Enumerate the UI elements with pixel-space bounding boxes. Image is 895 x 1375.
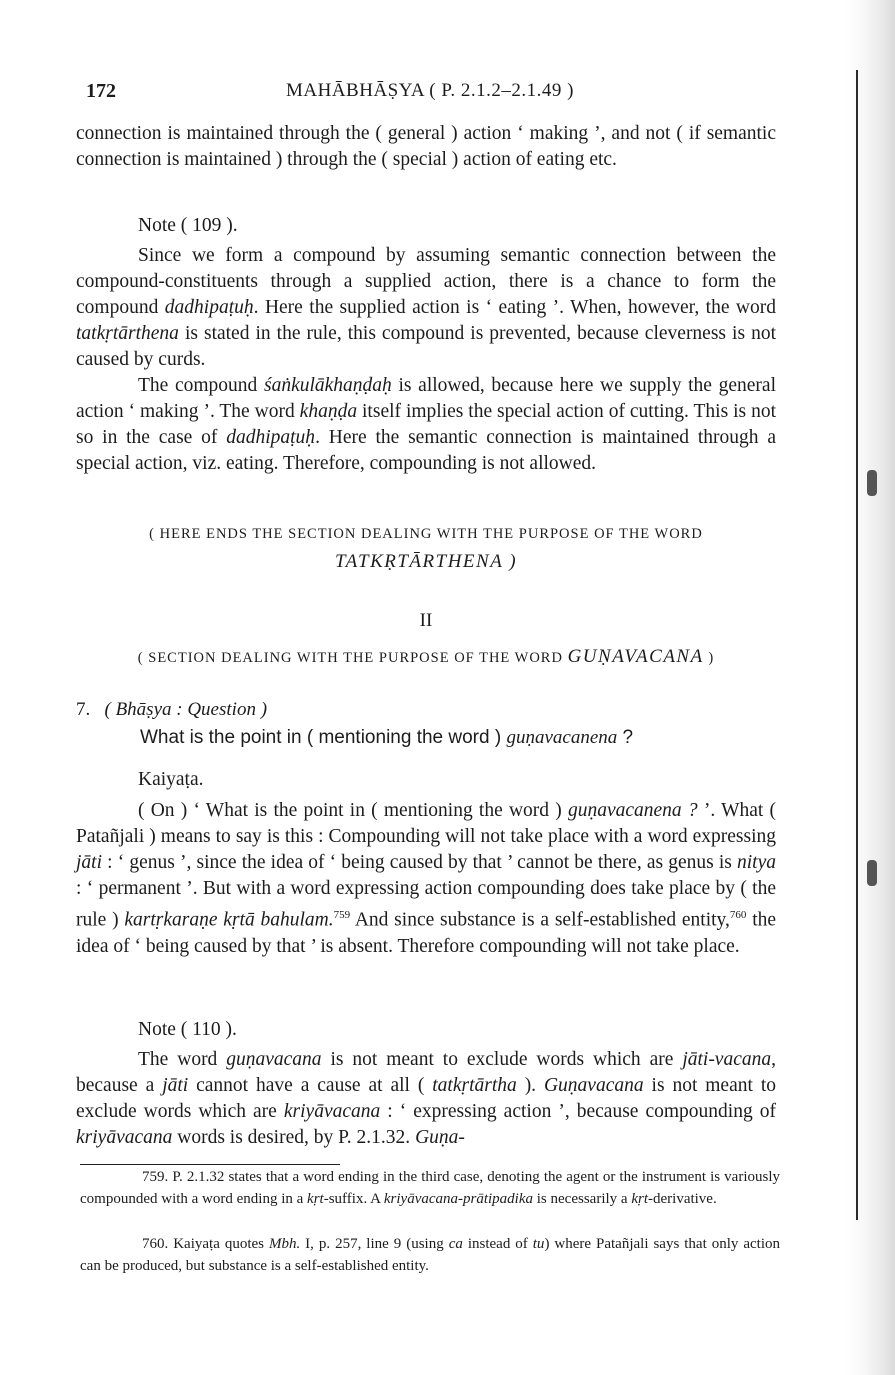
binding-line bbox=[856, 70, 858, 1220]
footnote-760: 760. Kaiyaṭa quotes Mbh. I, p. 257, line 9 (using ca instead of tu) where Patañjali says that only action can be produced, but substance is a self-established entity. bbox=[80, 1236, 780, 1274]
kaiyata-paragraph: ( On ) ‘ What is the point in ( mentioning the word ) guṇavacanena ? ’. What ( Patañjali ) means to say is this : Compounding will not take place with a word expressing jāti : ‘ genus ’, since the idea of ‘ being caused by that ’ cannot be there, as genus is nitya : ‘ permanent ’. But with a word expressing action compounding does take place by ( the rule ) kartṛkaraṇe kṛtā bahulam.$^{759}$ And since substance is a self-established entity,$^{760}$ the idea of ‘ being caused by that ’ is absent. Therefore compounding will not take place. bbox=[76, 800, 777, 957]
edge-mark bbox=[867, 860, 877, 886]
edge-mark bbox=[867, 470, 877, 496]
note-109-paragraph-2: The compound śaṅkulākhaṇḍaḥ is allowed, because here we supply the general action ‘ making ’. The word khaṇḍa itself implies the special action of cutting. This is not so in the case of dadhipaṭuḥ. Here the semantic connection is maintained through a special action, viz. eating. Therefore, compounding is not allowed. bbox=[76, 375, 776, 474]
paragraph-continued: connection is maintained through the ( general ) action ‘ making ’, and not ( if semantic connection is maintained ) through the ( special ) action of eating etc. bbox=[76, 123, 776, 170]
page-edge-shadow bbox=[845, 0, 895, 1375]
page-header bbox=[86, 80, 776, 106]
footnote-759: 759. P. 2.1.32 states that a word ending in the third case, denoting the agent or the instrument is variously compounded with a word ending in a kṛt-suffix. A kriyāvacana-prātipadika is necessarily a kṛt-derivative. bbox=[80, 1169, 780, 1207]
bhasya-question: What is the point in ( mentioning the word ) guṇavacanena ? bbox=[140, 727, 634, 748]
note-109-paragraph-1: Since we form a compound by assuming semantic connection between the compound-constituents through a supplied action, there is a chance to form the compound dadhipaṭuḥ. Here the supplied action is ‘ eating ’. When, however, the word tatkṛtārthena is stated in the rule, this compound is prevented, because cleverness is not caused by curds. bbox=[76, 245, 776, 370]
note-109-title: Note ( 109 ). bbox=[138, 215, 238, 236]
item-label: ( Bhāṣya : Question ) bbox=[104, 699, 268, 720]
kaiyata-title: Kaiyaṭa. bbox=[138, 769, 204, 790]
section-end-line-2: TATKṚTĀRTHENA ) bbox=[334, 551, 518, 572]
running-title: MAHĀBHĀṢYA ( P. 2.1.2–2.1.49 ) bbox=[286, 80, 574, 101]
item-7-header bbox=[76, 699, 267, 721]
section-numeral: II bbox=[419, 610, 433, 631]
page-number: 172 bbox=[86, 80, 116, 102]
note-110-paragraph: The word guṇavacana is not meant to exclude words which are jāti-vacana, because a jāti cannot have a cause at all ( tatkṛtārtha ). Guṇavacana is not meant to exclude words which are kriyāvacana : ‘ expressing action ’, because compounding of kriyāvacana words is desired, by P. 2.1.32. Guṇa- bbox=[76, 1049, 776, 1148]
section-end-line-1: ( HERE ENDS THE SECTION DEALING WITH THE PURPOSE OF THE WORD bbox=[149, 526, 703, 542]
note-110-title: Note ( 110 ). bbox=[138, 1019, 237, 1040]
item-number: 7. bbox=[76, 699, 91, 720]
footnote-rule bbox=[80, 1164, 340, 1165]
section-heading: ( SECTION DEALING WITH THE PURPOSE OF THE WORD GUṆAVACANA ) bbox=[137, 646, 715, 667]
